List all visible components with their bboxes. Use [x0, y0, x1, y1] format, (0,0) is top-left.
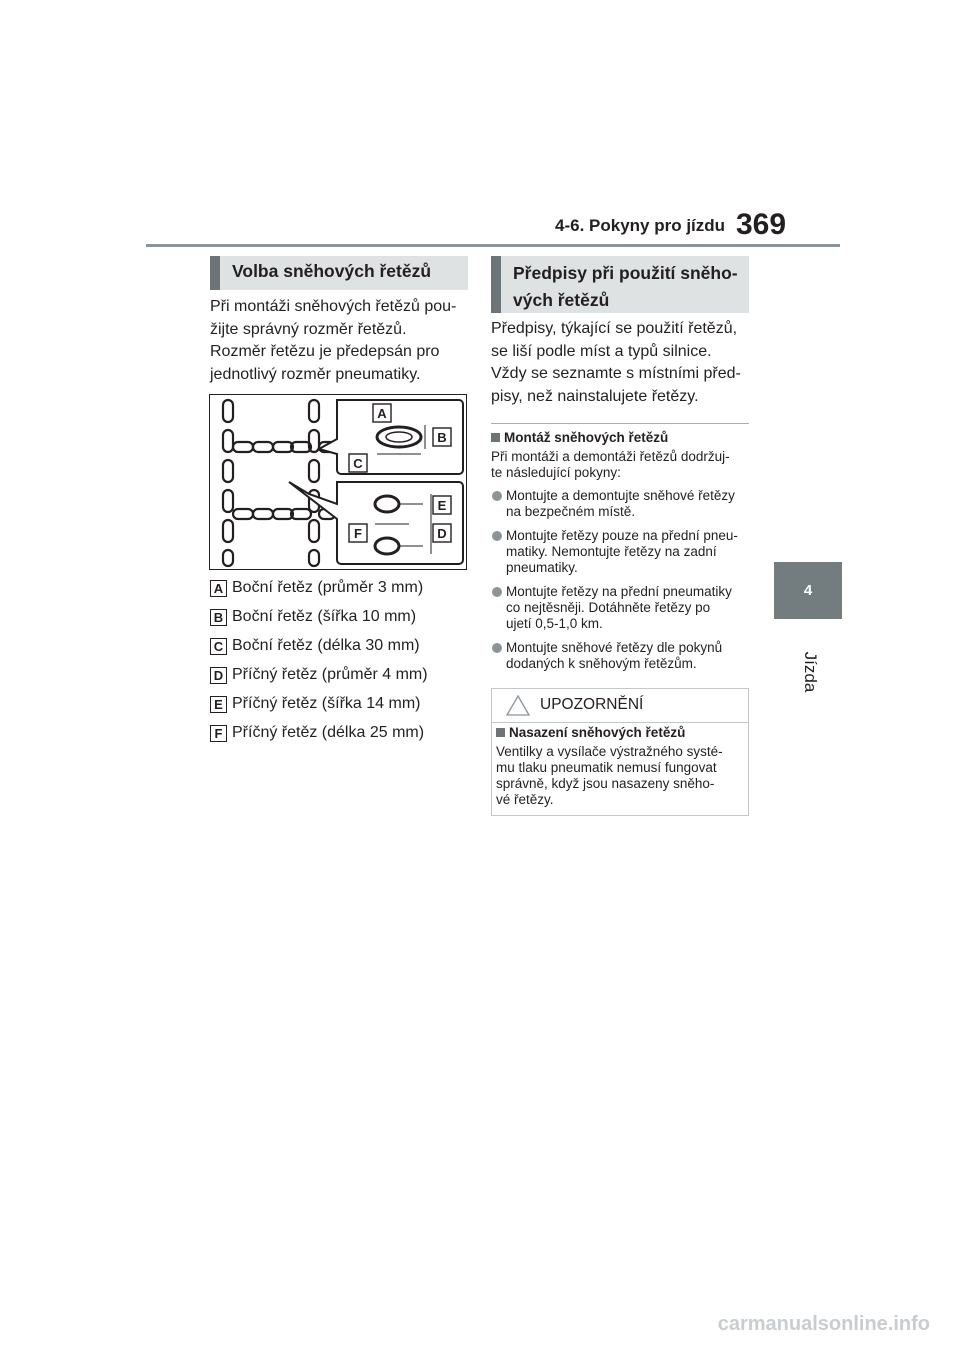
subheading: [491, 430, 668, 445]
bullet-line: co nejtěsněji. Dotáhněte řetězy po: [506, 600, 711, 615]
body-line: Při montáži sněhových řetězů pou-: [210, 298, 457, 315]
legend-text: Boční řetěz (průměr 3 mm): [232, 579, 424, 596]
legend-item: [210, 606, 416, 628]
bullet-line: Montujte řetězy pouze na přední pneu-: [506, 528, 738, 543]
right-body-text: [491, 318, 753, 408]
bullet-item: [491, 640, 751, 672]
bullet-line: na bezpečném místě.: [506, 504, 636, 519]
intro-line: Při montáži a demontáži řetězů dodržuj-: [491, 449, 730, 464]
legend-key: F: [210, 725, 227, 742]
legend-text: Boční řetěz (délka 30 mm): [232, 637, 420, 654]
legend-key: D: [210, 667, 227, 684]
square-bullet-icon: [496, 728, 505, 737]
caution-line: správně, když jsou nasazeny sněho-: [496, 776, 715, 791]
bullet-line: Montujte řetězy na přední pneumatiky: [506, 584, 732, 599]
body-line: Rozměr řetězu je předepsán pro: [210, 343, 440, 360]
body-line: Předpisy, týkající se použití řetězů,: [491, 320, 738, 337]
figure-label-e: E: [437, 498, 447, 513]
caution-line: vé řetězy.: [496, 792, 554, 807]
chapter-label: Jízda: [801, 651, 820, 693]
section-title: 4-6. Pokyny pro jízdu: [555, 216, 726, 235]
caution-line: mu tlaku pneumatik nemusí fungovat: [496, 760, 717, 775]
caution-subheading: [496, 725, 685, 740]
bullet-item: [491, 528, 751, 576]
body-line: pisy, než nainstalujete řetězy.: [491, 387, 699, 405]
caution-text: [496, 744, 746, 808]
heading-line: vých řetězů: [513, 290, 610, 310]
body-line: žijte správný rozměr řetězů.: [210, 320, 407, 338]
bullet-dot-icon: [492, 531, 502, 541]
bullet-line: dodaných k sněhovým řetězům.: [506, 656, 697, 671]
figure-label-a: A: [377, 406, 387, 421]
legend-item: [210, 693, 420, 715]
caution-header: [492, 689, 748, 723]
warning-triangle-icon: [506, 695, 530, 716]
bullet-dot-icon: [492, 491, 502, 501]
bullet-line: pneumatiky.: [506, 560, 578, 575]
figure-label-d: D: [437, 526, 447, 541]
legend-item: [210, 722, 424, 744]
legend-key: A: [210, 580, 227, 597]
square-bullet-icon: [491, 433, 500, 442]
legend-key: C: [210, 638, 227, 655]
bullet-line: matiky. Nemontujte řetězy na zadní: [506, 544, 717, 559]
bullet-dot-icon: [492, 643, 502, 653]
bullet-item: [491, 584, 751, 632]
caution-box: [491, 688, 749, 816]
body-line: Vždy se seznamte s místními před-: [491, 365, 741, 382]
legend-item: [210, 664, 428, 686]
bullet-line: ujetí 0,5-1,0 km.: [506, 616, 603, 631]
figure-label-b: B: [437, 430, 447, 445]
legend-item: [210, 577, 423, 599]
legend-text: Příčný řetěz (délka 25 mm): [232, 724, 425, 741]
intro-text: [491, 449, 751, 481]
left-body-text: [210, 296, 472, 386]
caution-title: UPOZORNĚNÍ: [540, 696, 644, 713]
snow-chain-figure: [209, 394, 467, 570]
legend-key: B: [210, 609, 227, 626]
caution-subheading-text: Nasazení sněhových řetězů: [509, 725, 686, 740]
intro-line: te následující pokyny:: [491, 465, 621, 480]
figure-label-c: C: [353, 456, 363, 471]
chapter-tab[interactable]: 4: [774, 562, 842, 619]
bullet-dot-icon: [492, 587, 502, 597]
legend-key: E: [210, 696, 227, 713]
right-section-heading: [491, 256, 749, 313]
subheading-text: Montáž sněhových řetězů: [504, 430, 669, 445]
bullet-line: Montujte sněhové řetězy dle pokynů: [506, 640, 723, 655]
legend-item: [210, 635, 420, 657]
left-section-heading: Volba sněhových řetězů: [210, 256, 468, 290]
heading-line: Předpisy při použití sněho-: [513, 263, 738, 283]
divider: [491, 423, 749, 424]
watermark: carmanualsonline.info: [717, 1313, 930, 1335]
header-rule: [146, 244, 840, 247]
figure-label-f: F: [354, 526, 362, 541]
bullet-line: Montujte a demontujte sněhové řetězy: [506, 488, 735, 503]
page-number: 369: [736, 208, 787, 241]
bullet-item: [491, 488, 751, 520]
body-line: jednotlivý rozměr pneumatiky.: [210, 365, 421, 383]
legend-text: Příčný řetěz (průměr 4 mm): [232, 666, 428, 683]
legend-text: Boční řetěz (šířka 10 mm): [232, 608, 417, 625]
body-line: se liší podle míst a typů silnice.: [491, 342, 712, 360]
legend-text: Příčný řetěz (šířka 14 mm): [232, 695, 421, 712]
caution-line: Ventilky a vysílače výstražného systé-: [496, 744, 723, 759]
